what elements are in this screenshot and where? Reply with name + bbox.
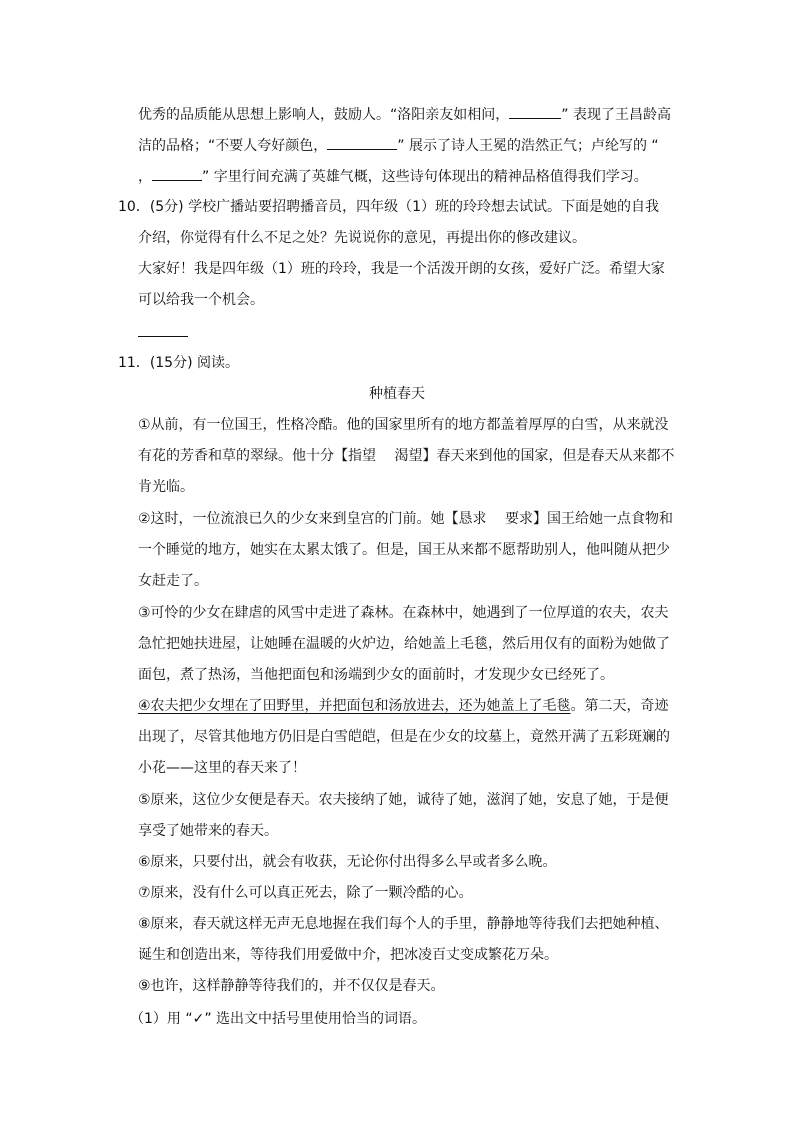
para-1-line-2: 有花的芳香和草的翠绿。他十分【指望 渴望】春天来到他的国家，但是春天从来都不 [138,448,675,464]
para-4-line-1 [138,697,669,715]
answer-blank-2[interactable] [327,135,397,150]
q10-prompt-line-2: 介绍，你觉得有什么不足之处？先说说你的意见，再提出你的修改建议。 [138,230,586,246]
para-2-line-1: ②这时，一位流浪已久的少女来到皇宫的门前。她【恳求 要求】国王给她一点食物和 [138,511,673,527]
underlined-sentence: ④农夫把少女埋在了田野里，并把面包和汤放进去，还为她盖上了毛毯 [138,698,571,714]
q10-intro-line-1: 大家好！我是四年级（1）班的玲玲，我是一个活泼开朗的女孩，爱好广泛。希望大家 [138,261,665,277]
q9-line-3-text-b: ” 字里行间充满了英雄气概，这些诗句体现出的精神品格值得我们学习。 [202,169,648,185]
para-1-line-1: ①从前，有一位国王，性格冷酷。他的国家里所有的地方都盖着厚厚的白雪，从来就没 [138,417,669,433]
q9-line-3-text-a: ， [138,169,152,185]
q9-line-2 [138,135,659,155]
q9-line-1-text-a: 优秀的品质能从思想上影响人，鼓励人。“洛阳亲友如相问， [138,107,510,123]
para-6: ⑥原来，只要付出，就会有收获，无论你付出得多么早或者多么晚。 [138,854,557,870]
q10-prompt-line-1: 10．(5分) 学校广播站要招聘播音员，四年级（1）班的玲玲想去试试。下面是她的自我 [118,199,660,215]
q10-answer-line [138,322,188,342]
para-2-line-2: 一个睡觉的地方，她实在太累太饿了。但是，国王从来都不愿帮助别人，他叫随从把少 [138,542,670,558]
para-4-line-3: 小花——这里的春天来了！ [138,760,306,776]
para-3-line-1: ③可怜的少女在肆虐的风雪中走进了森林。在森林中，她遇到了一位厚道的农夫，农夫 [138,605,669,621]
q11-header: 11．(15分) 阅读。 [118,355,240,371]
para-4-line-2: 出现了，尽管其他地方仍旧是白雪皑皑，但是在少女的坟墓上，竟然开满了五彩斑斓的 [138,729,670,745]
q9-line-2-text-a: 洁的品格；“不要人夸好颜色， [138,138,328,154]
sub-question-1: （1）用 “✓” 选出文中括号里使用恰当的词语。 [130,1011,427,1027]
para-3-line-2: 急忙把她扶进屋，让她睡在温暖的火炉边，给她盖上毛毯，然后用仅有的面粉为她做了 [138,636,670,652]
para-1-line-3: 肯光临。 [138,479,194,495]
para-8-line-2: 诞生和创造出来，等待我们用爱做中介，把冰凌百丈变成繁花万朵。 [138,947,558,963]
q9-line-3 [138,166,648,186]
q9-line-2-text-b: ” 展示了诗人王冕的浩然正气；卢纶写的 “ [397,138,659,154]
para-2-line-3: 女赶走了。 [138,573,208,589]
answer-blank-4[interactable] [138,322,188,337]
q9-line-1 [138,104,671,124]
para-3-line-3: 面包，煮了热汤，当他把面包和汤端到少女的面前时，才发现少女已经死了。 [138,667,614,683]
answer-blank-1[interactable] [509,104,561,119]
q10-intro-line-2: 可以给我一个机会。 [138,292,264,308]
para-4-line-1-rest: 。第二天，奇迹 [570,698,669,714]
para-7: ⑦原来，没有什么可以真正死去，除了一颗冷酷的心。 [138,885,473,901]
para-5-line-2: 享受了她带来的春天。 [138,823,278,839]
answer-blank-3[interactable] [152,166,202,181]
para-5-line-1: ⑤原来，这位少女便是春天。农夫接纳了她，诚待了她，滋润了她，安息了她，于是便 [138,792,669,808]
passage-title: 种植春天 [369,386,425,402]
para-8-line-1: ⑧原来，春天就这样无声无息地握在我们每个人的手里，静静地等待我们去把她种植、 [138,916,669,932]
para-9: ⑨也许，这样静静等待我们的，并不仅仅是春天。 [138,978,445,994]
q9-line-1-text-b: ” 表现了王昌龄高 [561,107,671,123]
